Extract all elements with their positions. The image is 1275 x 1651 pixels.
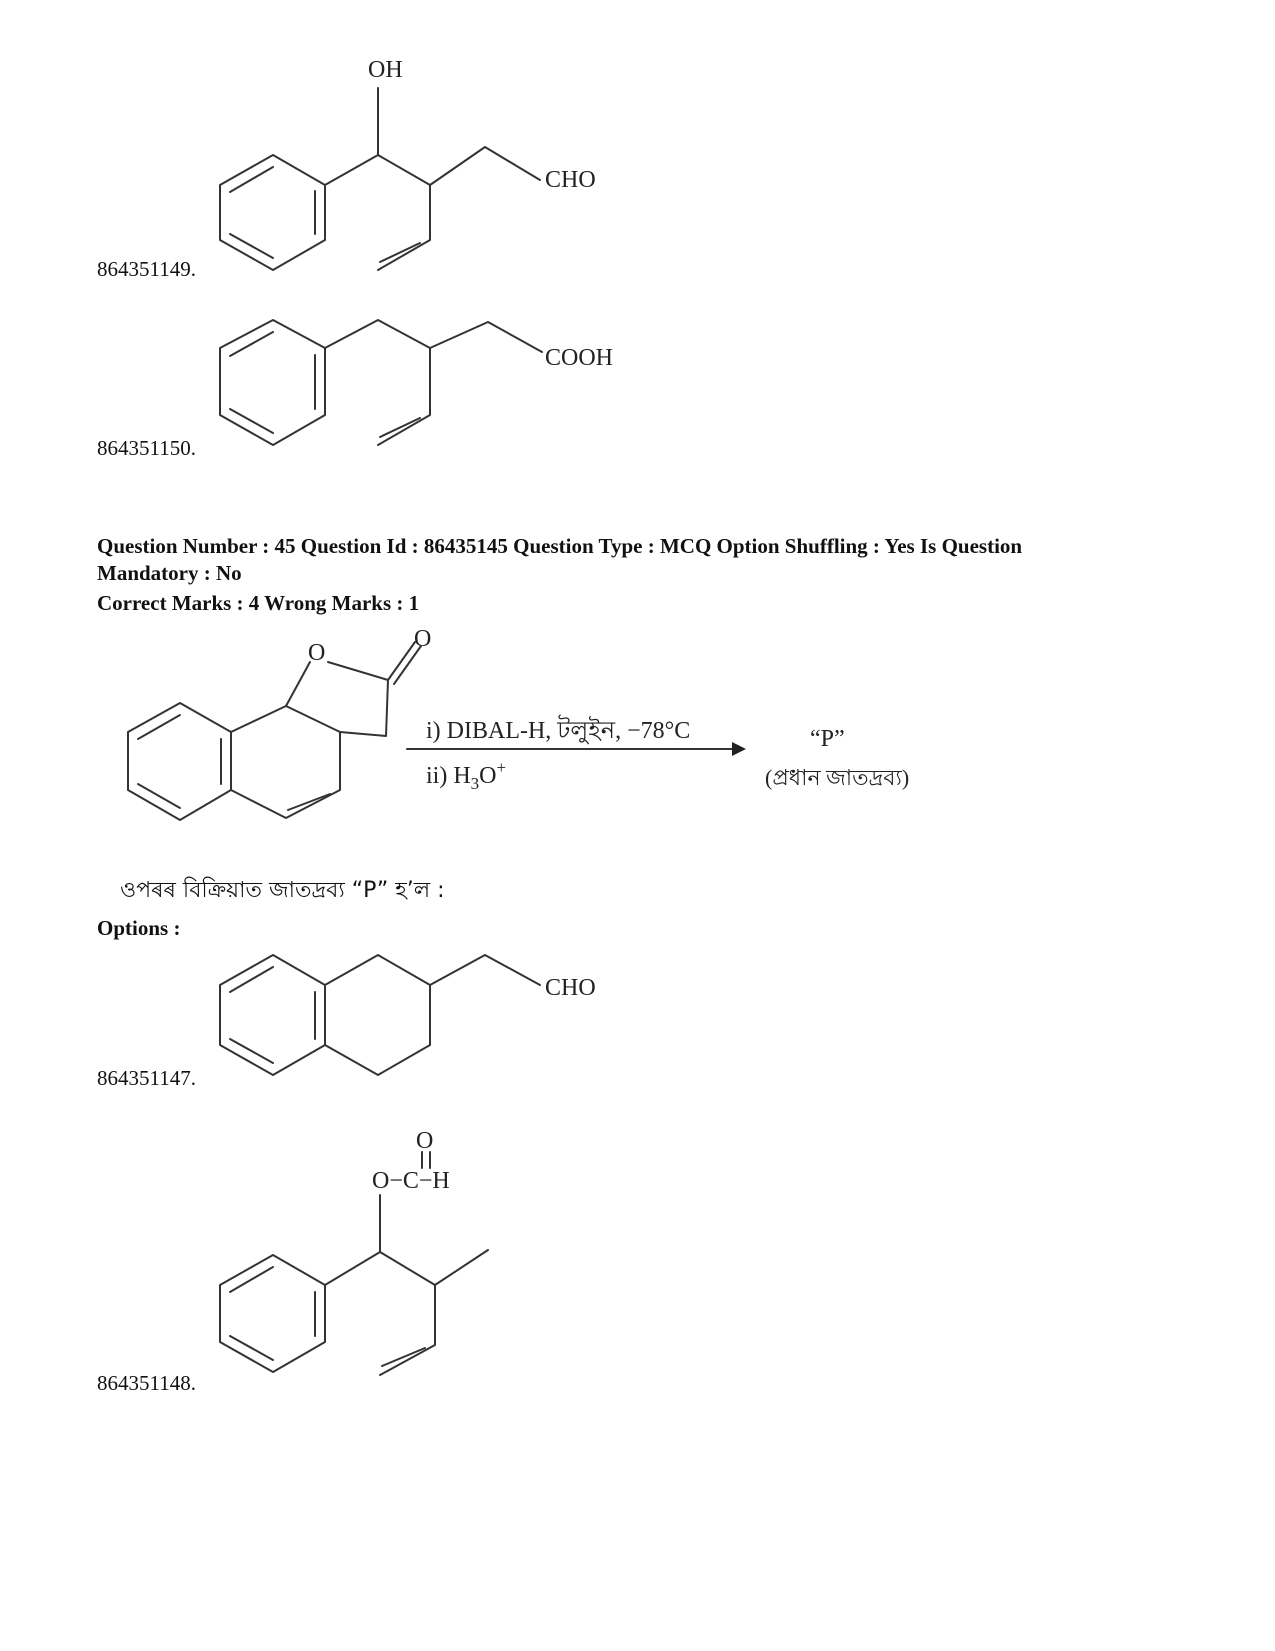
question-meta-line2: Mandatory : No xyxy=(97,561,242,585)
option-id: 864351148. xyxy=(97,1371,196,1395)
formate-chain-label: O−C−H xyxy=(372,1168,450,1194)
formate-oxygen-label: O xyxy=(416,1128,434,1154)
question-marks: Correct Marks : 4 Wrong Marks : 1 xyxy=(97,591,420,615)
carboxylic-acid-label: COOH xyxy=(545,345,614,371)
option-id: 864351147. xyxy=(97,1066,196,1090)
product-label: “P” xyxy=(810,726,845,752)
aldehyde-label: CHO xyxy=(545,975,596,1001)
option-id: 864351149. xyxy=(97,257,196,281)
aldehyde-label: CHO xyxy=(545,167,596,193)
options-label: Options : xyxy=(97,916,181,940)
reaction-scheme xyxy=(110,620,930,850)
product-note: (প্ৰধান জাতদ্ৰব্য) xyxy=(765,765,910,790)
question-meta-line1: Question Number : 45 Question Id : 86435145 Question Type : MCQ Option Shuffling : Yes Is Question xyxy=(97,534,1023,558)
question-meta xyxy=(97,533,1207,587)
reagent-step1: i) DIBAL-H, টলুইন, −78°C xyxy=(426,718,691,744)
option-id: 864351150. xyxy=(97,436,196,460)
structure-option-864351149 xyxy=(200,50,620,290)
structure-option-864351147 xyxy=(200,940,640,1090)
question-prompt: ওপৰৰ বিক্ৰিয়াত জাতদ্ৰব্য “P” হ’ল : xyxy=(120,878,445,903)
carbonyl-oxygen-label: O xyxy=(414,626,432,652)
reagent-step2: ii) $H_3O^+$ xyxy=(426,758,507,793)
structure-option-864351148 xyxy=(200,1120,520,1390)
hydroxyl-label: OH xyxy=(368,57,403,83)
structure-option-864351150 xyxy=(200,310,640,460)
ring-oxygen-label: O xyxy=(308,640,326,666)
